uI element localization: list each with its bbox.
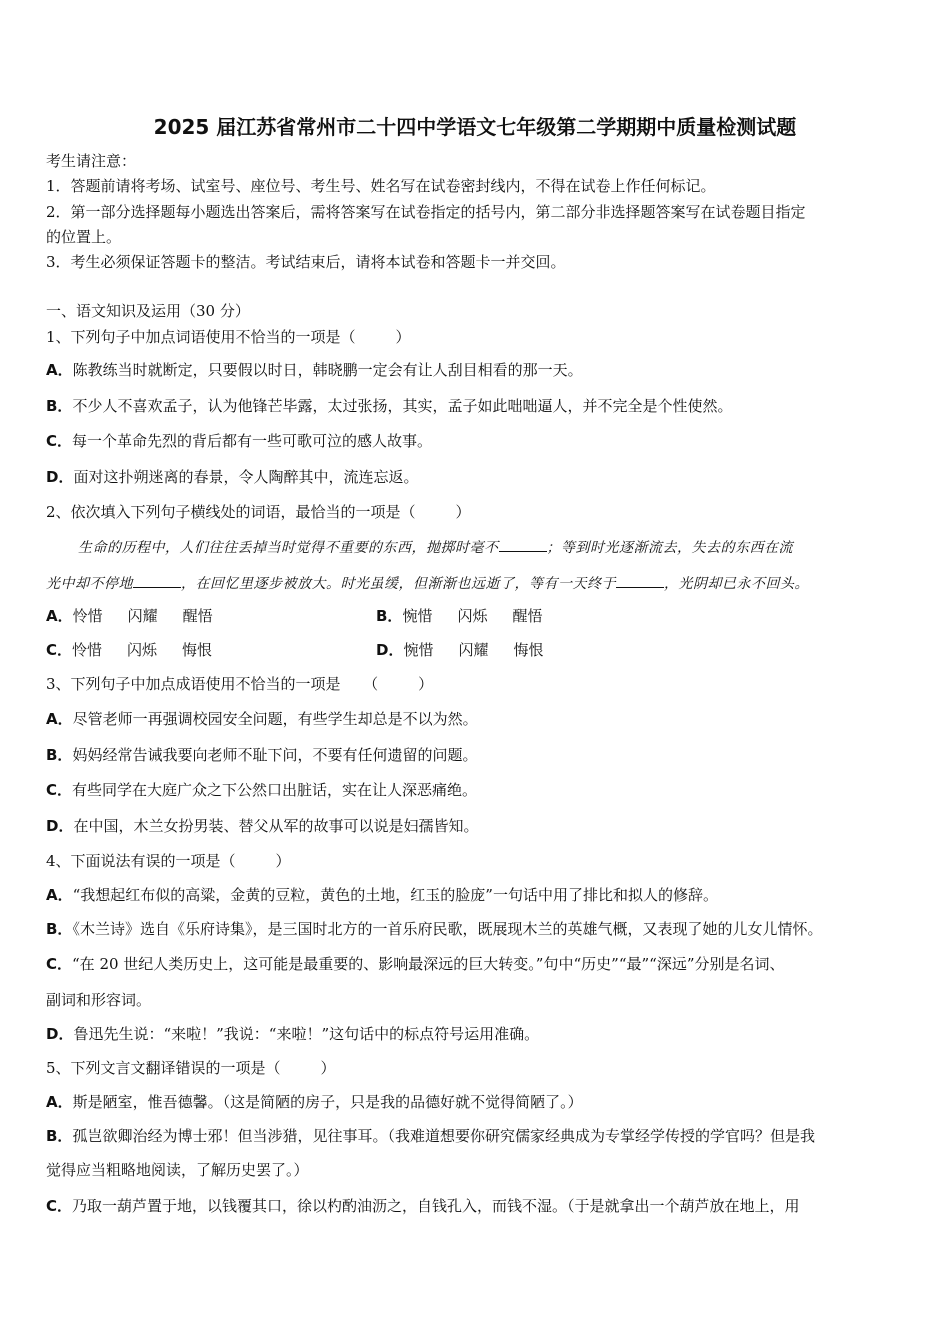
q2-d-word-3: 悔恨 [513, 641, 544, 659]
q2-option-c [46, 640, 376, 660]
q2-passage-1b: ；等到时光逐渐流去，失去的东西在流 [546, 540, 793, 556]
q5-option-a-text: 斯是陋室，惟吾德馨。（这是简陋的房子，只是我的品德好就不觉得简陋了。） [72, 1093, 583, 1111]
q3-option-a [46, 709, 920, 729]
q2-d-word-1: 惋惜 [403, 641, 434, 659]
q4-option-c [46, 954, 920, 974]
option-label: B． [46, 920, 73, 938]
q4-option-a-text: “我想起红布似的高粱，金黄的豆粒，黄色的土地，红玉的脸庞”一句话中用了排比和拟人的修辞。 [72, 886, 718, 904]
q3-option-d [46, 816, 920, 836]
q5-stem [46, 1058, 920, 1078]
option-label: A． [46, 710, 73, 728]
q2-options-ab [46, 606, 920, 626]
q3-option-b-text: 妈妈经常告诫我要向老师不耻下问，不要有任何遗留的问题。 [72, 746, 478, 764]
option-label: B． [46, 746, 73, 764]
notice-item-2-cont: 的位置上。 [46, 228, 122, 246]
q2-option-a [46, 606, 376, 626]
option-label: B． [46, 397, 73, 415]
option-label: C． [46, 955, 73, 973]
q2-stem [46, 502, 920, 522]
q2-passage-2a: 光中却不停地 [46, 576, 133, 592]
option-label: B． [46, 1127, 73, 1145]
q3-option-c [46, 780, 920, 800]
q5-option-b-cont: 觉得应当粗略地阅读，了解历史罢了。） [46, 1161, 309, 1179]
q2-d-word-2: 闪耀 [458, 641, 489, 659]
q3-stem-end: ） [418, 675, 434, 693]
q2-passage-2c: ，光阴却已永不回头。 [664, 576, 809, 592]
q2-c-word-2: 闪烁 [127, 641, 158, 659]
q5-stem-text: 5、下列文言文翻译错误的一项是（ [46, 1059, 281, 1077]
q1-option-a [46, 360, 920, 380]
q3-stem [46, 674, 920, 694]
q1-option-a-text: 陈教练当时就断定，只要假以时日，韩晓鹏一定会有让人刮目相看的那一天。 [72, 361, 583, 379]
q5-option-a [46, 1092, 920, 1112]
q3-option-c-text: 有些同学在大庭广众之下公然口出脏话，实在让人深恶痛绝。 [72, 781, 478, 799]
option-label: C． [46, 432, 73, 450]
exam-title: 2025 届江苏省常州市二十四中学语文七年级第二学期期中质量检测试题 [153, 115, 797, 139]
q1-option-d [46, 467, 920, 487]
blank-2 [133, 573, 181, 588]
q3-option-d-text: 在中国，木兰女扮男装、替父从军的故事可以说是妇孺皆知。 [73, 817, 479, 835]
q2-c-word-1: 怜惜 [72, 641, 103, 659]
q1-option-c [46, 431, 920, 451]
q4-stem [46, 851, 920, 871]
option-label: D． [46, 817, 74, 835]
q4-option-d-text: 鲁迅先生说：“来啦！”我说：“来啦！”这句话中的标点符号运用准确。 [73, 1025, 540, 1043]
q4-stem-end: ） [275, 852, 291, 870]
q2-stem-end: ） [455, 503, 471, 521]
option-label: A． [46, 886, 73, 904]
q2-options-cd [46, 640, 920, 660]
q1-option-b-text: 不少人不喜欢孟子，认为他锋芒毕露，太过张扬，其实，孟子如此咄咄逼人，并不完全是个性使然。 [72, 397, 733, 415]
notice-item-2: 2．第一部分选择题每小题选出答案后，需将答案写在试卷指定的括号内，第二部分非选择题答案写在试卷题目指定 [46, 203, 806, 221]
notice-heading: 考生请注意： [46, 152, 137, 170]
notice-item-1: 1．答题前请将考场、试室号、座位号、考生号、姓名写在试卷密封线内，不得在试卷上作任何标记。 [46, 177, 716, 195]
q3-stem-text: 3、下列句子中加点成语使用不恰当的一项是 [46, 675, 341, 693]
section-heading: 一、语文知识及运用（30 分） [46, 302, 250, 320]
option-label: C． [46, 641, 73, 659]
q3-option-b [46, 745, 920, 765]
q2-c-word-3: 悔恨 [182, 641, 213, 659]
q1-option-c-text: 每一个革命先烈的背后都有一些可歌可泣的感人故事。 [72, 432, 433, 450]
q5-option-c [46, 1196, 920, 1216]
q5-option-b-text: 孤岂欲卿治经为博士邪！但当涉猎，见往事耳。（我难道想要你研究儒家经典成为专掌经学传授的学官吗？但是我 [72, 1127, 815, 1145]
q2-option-d [376, 640, 706, 660]
q2-passage-line-1 [78, 537, 920, 558]
q1-stem-end: ） [395, 328, 411, 346]
q4-option-a [46, 885, 920, 905]
q4-option-c-text: “在 20 世纪人类历史上，这可能是最重要的、影响最深远的巨大转变。”句中“历史”“最”“深远”分别是名词、 [72, 955, 785, 973]
q3-option-a-text: 尽管老师一再强调校园安全问题，有些学生却总是不以为然。 [72, 710, 478, 728]
q2-option-b [376, 606, 706, 626]
q4-option-b [46, 919, 920, 939]
q4-option-d [46, 1024, 920, 1044]
q2-a-word-2: 闪耀 [127, 607, 158, 625]
option-label: A． [46, 361, 73, 379]
q2-b-word-1: 惋惜 [402, 607, 433, 625]
q1-stem-text: 1、下列句子中加点词语使用不恰当的一项是（ [46, 328, 356, 346]
option-label: D． [46, 1025, 74, 1043]
blank-3 [616, 573, 664, 588]
q4-option-b-text: 《木兰诗》选自《乐府诗集》，是三国时北方的一首乐府民歌，既展现木兰的英雄气概，又表现了她的儿女儿情怀。 [72, 920, 823, 938]
q2-a-word-1: 怜惜 [72, 607, 103, 625]
q2-b-word-2: 闪烁 [457, 607, 488, 625]
option-label: B． [376, 607, 403, 625]
q1-option-b [46, 396, 920, 416]
q2-passage-2b: ，在回忆里逐步被放大。时光虽缓，但渐渐也远逝了，等有一天终于 [181, 576, 616, 592]
option-label: A． [46, 1093, 73, 1111]
q2-a-word-3: 醒悟 [182, 607, 213, 625]
q2-passage-line-2 [46, 573, 920, 594]
option-label: C． [46, 1197, 73, 1215]
q5-option-c-text: 乃取一葫芦置于地，以钱覆其口，徐以杓酌油沥之，自钱孔入，而钱不湿。（于是就拿出一个葫芦放在地上，用 [72, 1197, 800, 1215]
notice-item-3: 3．考生必须保证答题卡的整洁。考试结束后，请将本试卷和答题卡一并交回。 [46, 253, 566, 271]
option-label: C． [46, 781, 73, 799]
q2-passage-1a: 生命的历程中，人们往往丢掉当时觉得不重要的东西，抛掷时毫不 [78, 540, 499, 556]
q4-stem-text: 4、下面说法有误的一项是（ [46, 852, 236, 870]
option-label: D． [376, 641, 404, 659]
q2-stem-text: 2、依次填入下列句子横线处的词语，最恰当的一项是（ [46, 503, 416, 521]
q3-stem-paren: （ [370, 675, 379, 693]
q2-b-word-3: 醒悟 [512, 607, 543, 625]
q1-option-d-text: 面对这扑朔迷离的春景，令人陶醉其中，流连忘返。 [73, 468, 419, 486]
q5-stem-end: ） [320, 1059, 336, 1077]
option-label: D． [46, 468, 74, 486]
q4-option-c-cont: 副词和形容词。 [46, 991, 152, 1009]
option-label: A． [46, 607, 73, 625]
blank-1 [499, 537, 547, 552]
q1-stem [46, 327, 920, 347]
q5-option-b [46, 1126, 920, 1146]
